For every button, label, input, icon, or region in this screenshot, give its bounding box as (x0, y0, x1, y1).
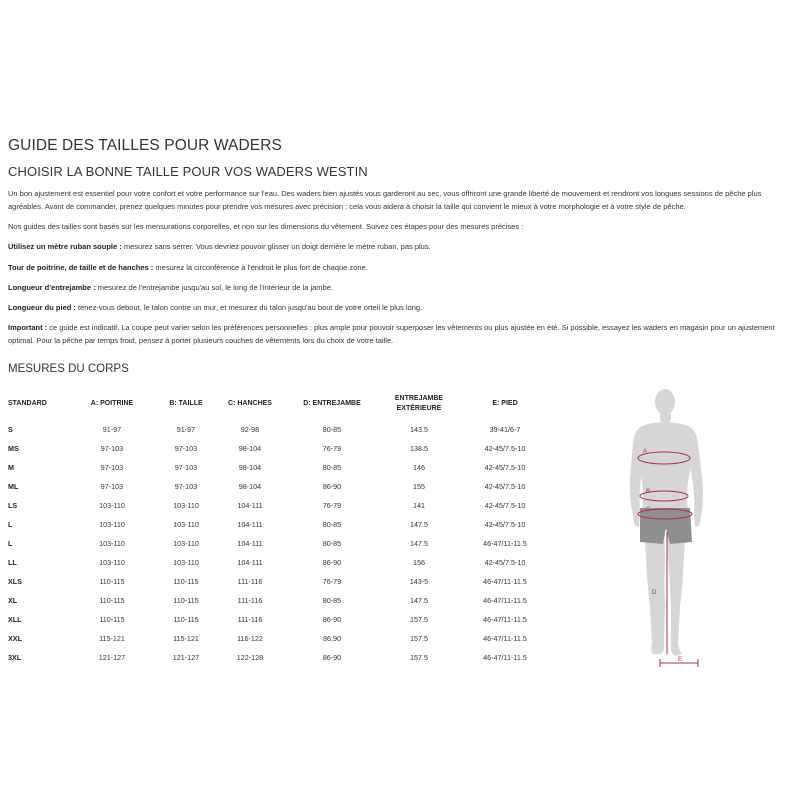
step-text: mesurez sans serrer. Vous devriez pouvoir glisser un doigt derrière le mètre ruban, pas plus. (121, 242, 431, 251)
table-cell: 80-85 (322, 425, 342, 434)
table-row (8, 610, 556, 629)
measure-label-d: D (652, 590, 657, 596)
size-label-cell: XXL (8, 634, 22, 643)
table-cell: 92-98 (240, 425, 260, 434)
table-cell: 110-115 (173, 615, 199, 624)
table-row (8, 439, 556, 458)
size-label-cell: XLL (8, 615, 22, 624)
table-cell: 46-47/11-11.5 (483, 615, 527, 624)
table-cell: 110-115 (99, 577, 125, 586)
table-cell: 46-47/11-11.5 (483, 596, 527, 605)
measure-label-c: C (646, 507, 651, 513)
table-cell: 98-104 (238, 482, 262, 491)
table-cell: 156 (413, 558, 425, 567)
table-cell: 138.5 (410, 444, 428, 453)
table-cell: 157.5 (410, 634, 428, 643)
table-cell: 103-110 (173, 539, 199, 548)
table-cell: 110-115 (99, 596, 125, 605)
table-row (8, 515, 556, 534)
table-cell: 76-79 (322, 577, 342, 586)
table-row (8, 458, 556, 477)
table-cell: 104-111 (237, 558, 263, 567)
table-cell: 42-45/7.5-10 (484, 501, 526, 510)
table-cell: 97-103 (174, 463, 198, 472)
step-label: Longueur du pied : (8, 303, 76, 312)
size-label-cell: LS (8, 501, 18, 510)
table-cell: 122-128 (236, 653, 264, 662)
table-cell: 103-110 (173, 558, 199, 567)
table-cell: 146 (413, 463, 425, 472)
table-cell: 76-79 (322, 501, 342, 510)
table-cell: 80-85 (322, 463, 342, 472)
table-cell: 157.5 (410, 653, 428, 662)
table-cell: 143.5 (410, 425, 428, 434)
table-cell: 97-103 (174, 444, 198, 453)
table-cell: 103-110 (99, 520, 125, 529)
table-row (8, 496, 556, 515)
table-cell: 115-121 (99, 634, 125, 643)
table-cell: 111-116 (237, 596, 263, 605)
table-row (8, 629, 556, 648)
step-text: mesurez la circonférence à l'endroit le plus fort de chaque zone. (153, 263, 368, 272)
table-cell: 86,90 (323, 634, 341, 643)
table-cell: 155 (413, 482, 425, 491)
table-cell: 97-103 (174, 482, 198, 491)
important-note (8, 321, 792, 347)
body-measurement-figure (620, 382, 745, 672)
table-cell: 46-47/11-11.5 (483, 577, 527, 586)
size-label-cell: MS (8, 444, 19, 453)
table-row (8, 572, 556, 591)
size-label-cell: XLS (8, 577, 22, 586)
step-label: Tour de poitrine, de taille et de hanches : (8, 263, 154, 272)
column-header: B: TAILLE (169, 400, 203, 407)
table-cell: 86-90 (322, 482, 342, 491)
table-cell: 110-115 (173, 596, 199, 605)
table-cell: 147.5 (410, 539, 428, 548)
table-cell: 141 (413, 501, 425, 510)
table-cell: 104-111 (237, 501, 263, 510)
size-label-cell: L (8, 539, 13, 548)
table-cell: 103-110 (99, 539, 125, 548)
measure-label-b: B (646, 489, 651, 495)
table-cell: 46-47/11-11.5 (483, 653, 527, 662)
table-cell: 97-103 (100, 482, 124, 491)
table-cell: 115-121 (173, 634, 199, 643)
step-label: Utilisez un mètre ruban souple : (8, 242, 122, 251)
table-row (8, 553, 556, 572)
column-header: A: POITRINE (90, 400, 134, 407)
size-label-cell: LL (8, 558, 17, 567)
important-label: Important : (8, 323, 48, 332)
table-cell: 103-110 (99, 558, 125, 567)
size-label-cell: XL (8, 596, 18, 605)
shorts (640, 508, 692, 544)
table-row (8, 477, 556, 496)
table-cell: 147.5 (410, 596, 428, 605)
column-header: ENTREJAMBE EXTÉRIEURE (394, 395, 444, 412)
table-cell: 91-97 (102, 425, 122, 434)
table-cell: 39-41/6-7 (489, 425, 521, 434)
table-cell: 157.5 (410, 615, 428, 624)
table-body (8, 420, 556, 667)
table-cell: 76-79 (322, 444, 342, 453)
table-cell: 103-110 (173, 520, 199, 529)
table-cell: 111-116 (237, 615, 263, 624)
size-label-cell: L (8, 520, 13, 529)
table-cell: 80-85 (322, 539, 342, 548)
page-title: GUIDE DES TAILLES POUR WADERS (8, 137, 282, 154)
table-cell: 46-47/11-11.5 (483, 634, 527, 643)
table-cell: 86-90 (322, 558, 342, 567)
table-cell: 86-90 (322, 615, 342, 624)
size-label-cell: S (8, 425, 13, 434)
table-cell: 103-110 (99, 501, 125, 510)
size-label-cell: ML (8, 482, 19, 491)
step-tape (8, 240, 792, 253)
table-cell: 42-45/7.5-10 (484, 520, 526, 529)
table-cell: 80-85 (322, 596, 342, 605)
column-header: E: PIED (492, 400, 518, 407)
step-circumference (8, 261, 792, 274)
column-header: D: ENTREJAMBE (303, 400, 361, 407)
table-cell: 97-103 (100, 444, 124, 453)
table-cell: 110-115 (173, 577, 199, 586)
step-text: mesurez de l'entrejambe jusqu'au sol, le long de l'intérieur de la jambe. (95, 283, 333, 292)
size-table (8, 388, 556, 667)
table-cell: 46-47/11-11.5 (483, 539, 527, 548)
table-cell: 42-45/7.5-10 (484, 463, 526, 472)
table-cell: 103-110 (173, 501, 199, 510)
table-cell: 91-97 (176, 425, 196, 434)
intro-paragraph: Un bon ajustement est essentiel pour votre confort et votre performance sur l'eau. Des waders bien ajustés vous garderont au sec, vous offriront une grande liberté de mouvement et rendront vos longues sessions de pêche plus agréables. Avant de commander, prenez quelques minutes pour prendre vos mesures avec précision : cela vous aidera à choisir la taille qui convient le mieux à votre morphologie et à votre style de pêche. (8, 189, 762, 211)
size-label-cell: 3XL (8, 653, 22, 662)
page-subtitle: CHOISIR LA BONNE TAILLE POUR VOS WADERS WESTIN (8, 164, 368, 179)
size-guide-page (8, 0, 794, 800)
table-row (8, 534, 556, 553)
table-row (8, 648, 556, 667)
basis-paragraph: Nos guides des tailles sont basés sur les mensurations corporelles, et non sur les dimensions du vêtement. Suivez ces étapes pour des mesures précises : (8, 222, 524, 231)
table-cell: 42-45/7.5-10 (484, 444, 526, 453)
table-cell: 97-103 (100, 463, 124, 472)
table-cell: 143-5 (409, 577, 429, 586)
table-row (8, 420, 556, 439)
table-row (8, 591, 556, 610)
table-cell: 98-104 (238, 463, 262, 472)
table-cell: 121-127 (98, 653, 126, 662)
table-cell: 116-122 (237, 634, 263, 643)
table-cell: 121-127 (172, 653, 200, 662)
step-foot (8, 301, 792, 314)
column-header: C: HANCHES (228, 400, 272, 407)
table-cell: 80-85 (322, 520, 342, 529)
column-header: STANDARD (8, 400, 47, 407)
table-cell: 98-104 (238, 444, 262, 453)
table-cell: 111-116 (237, 577, 263, 586)
size-label-cell: M (8, 463, 14, 472)
step-inseam (8, 281, 792, 294)
table-cell: 110-115 (99, 615, 125, 624)
table-cell: 42-45/7.5-10 (484, 558, 526, 567)
important-text: ce guide est indicatif. La coupe peut varier selon les préférences personnelles : plus ample pour pouvoir superposer les vêtements ou plus ajustée en été. Si possible, essayez les waders en magasin pour un ajustement optimal. Pour la pêche par temps froid, pensez à porter plusieurs couches de vêtements lors du choix de votre taille. (8, 323, 775, 345)
section-title: MESURES DU CORPS (8, 363, 129, 375)
step-label: Longueur d'entrejambe : (8, 283, 96, 292)
step-text: tenez-vous debout, le talon contre un mur, et mesurez du talon jusqu'au bout de votre orteil le plus long. (75, 303, 423, 312)
table-cell: 104-111 (237, 539, 263, 548)
table-cell: 104-111 (237, 520, 263, 529)
table-cell: 147.5 (410, 520, 428, 529)
table-cell: 42-45/7.5-10 (484, 482, 526, 491)
measure-label-e: E (678, 657, 683, 663)
table-header-row (8, 388, 556, 420)
measure-label-a: A (643, 449, 648, 455)
table-cell: 86-90 (322, 653, 342, 662)
